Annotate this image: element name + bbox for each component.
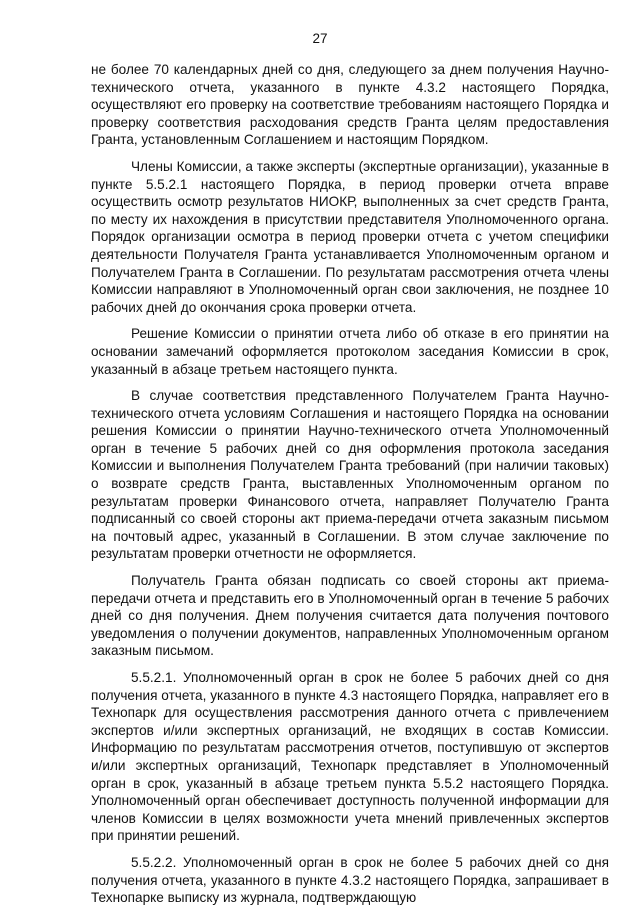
paragraph-clause-5-5-2-1: 5.5.2.1. Уполномоченный орган в срок не более 5 рабочих дней со дня получения отчета, указанного в пункте 4.3 настоящего Порядка, направляет его в Технопарк для осуществления рассмотрения данного отчета с привлечением экспертов и/или экспертных организаций, не входящих в состав Комиссии. Информацию по результатам рассмотрения отчетов, поступившую от экспертов и/или экспертных организаций, Технопарк представляет в Уполномоченный орган в срок, указанный в абзаце третьем пункта 5.5.2 настоящего Порядка. Уполномоченный орган обеспечивает доступность полученной информации для членов Комиссии в целях возможности учета мнений привлеченных экспертов при принятии решений. [91, 670, 609, 844]
paragraph-acceptance-act: Получатель Гранта обязан подписать со своей стороны акт приема-передачи отчета и представить его в Уполномоченный орган в течение 5 рабочих дней со дня получения. Днем получения считается дата получения почтового уведомления о получении документов, направленных Уполномоченным органом заказным письмом. [91, 573, 609, 659]
paragraph-continuation: не более 70 календарных дней со дня, следующего за днем получения Научно-технического отчета, указанного в пункте 4.3.2 настоящего Порядка, осуществляют его проверку на соответствие требованиям настоящего Порядка и проверку соответствия расходования средств Гранта целям предоставления Гранта, установленным Соглашением и настоящим Порядком. [91, 62, 609, 148]
paragraph-commission-inspection: Члены Комиссии, а также эксперты (экспертные организации), указанные в пункте 5.5.2.1 настоящего Порядка, в период проверки отчета вправе осуществить осмотр результатов НИОКР, выполненных за счет средств Гранта, по месту их нахождения в присутствии представителя Уполномоченного органа. Порядок организации осмотра в период проверки отчета с учетом специфики деятельности Получателя Гранта устанавливается Уполномоченным органом и Получателем Гранта в Соглашении. По результатам рассмотрения отчета члены Комиссии направляют в Уполномоченный орган свои заключения, не позднее 10 рабочих дней до окончания срока проверки отчета. [91, 158, 609, 315]
paragraph-report-acceptance: В случае соответствия представленного Получателем Гранта Научно-технического отчета условиям Соглашения и настоящего Порядка на основании решения Комиссии о принятии Научно-технического отчета Уполномоченный орган в течение 5 рабочих дней со дня оформления протокола заседания Комиссии и выполнения Получателем Гранта требований (при наличии таковых) о возврате средств Гранта, выставленных Уполномоченным органом по результатам проверки Финансового отчета, направляет Получателю Гранта подписанный со своей стороны акт приема-передачи отчета заказным письмом на почтовый адрес, указанный в Соглашении. В этом случае заключение по результатам проверки отчетности не оформляется. [91, 388, 609, 562]
document-body [91, 61, 609, 907]
paragraph-clause-5-5-2-2: 5.5.2.2. Уполномоченный орган в срок не более 5 рабочих дней со дня получения отчета, указанного в пункте 4.3.2 настоящего Порядка, запрашивает в Технопарке выписку из журнала, подтверждающую [91, 854, 609, 906]
paragraph-commission-decision: Решение Комиссии о принятии отчета либо об отказе в его принятии на основании замечаний оформляется протоколом заседания Комиссии в срок, указанный в абзаце третьем настоящего пункта. [91, 326, 609, 377]
page-number: 27 [312, 31, 328, 46]
